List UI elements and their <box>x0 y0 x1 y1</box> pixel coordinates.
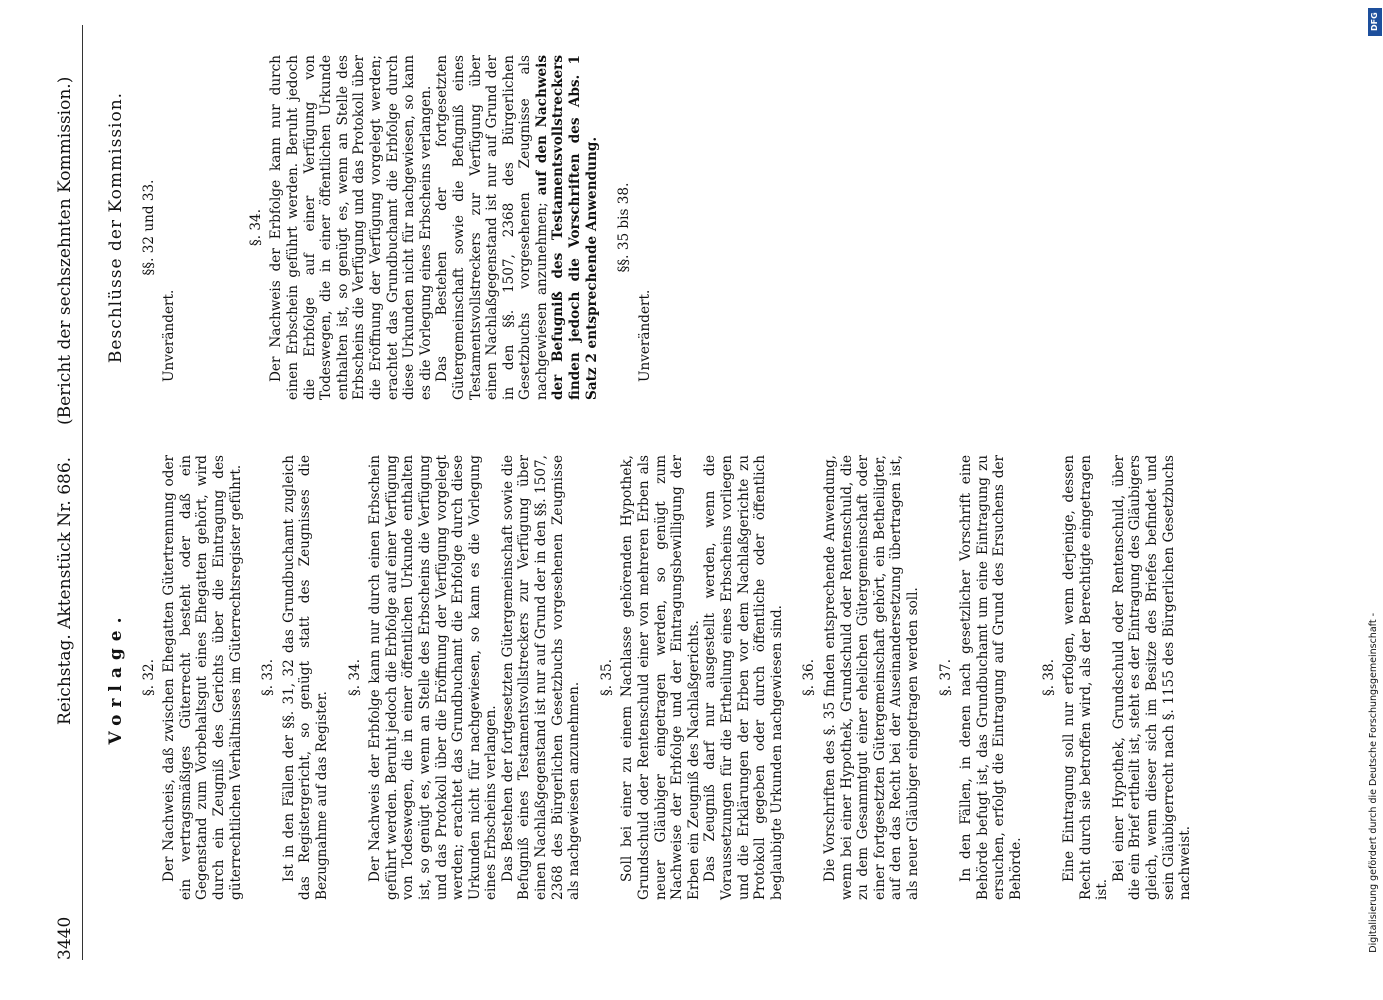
header-title: Reichstag. Aktenstück Nr. 686. <box>55 456 75 725</box>
paragraph: In den Fällen, in denen nach gesetzlicher Vorschrift eine Behörde befugt ist, das Grundbuchamt um eine Eintragung zu ersuchen, erfolgt die Eintragung auf Grund des Ersuchens der Behörde. <box>958 455 1024 900</box>
paragraph: Bei einer Hypothek, Grundschuld oder Rentenschuld, über die ein Brief ertheilt ist, steht es der Eintragung des Gläubigers gleich, wenn dieser sich im Besitze des Briefes befindet und sein Gläubigerrecht nach §. 1155 des Bürgerlichen Gesetzbuchs nachweist. <box>1110 455 1194 900</box>
unchanged-note: Unverändert. <box>636 289 653 382</box>
paragraph: Das Zeugniß darf nur ausgestellt werden, wenn die Voraussetzungen für die Ertheilung eines Erbscheins vorliegen und die Erklärungen der Erben vor dem Nachlaßgerichte zu Protokoll gegeben oder durch öffentliche oder öffentlich beglaubigte Urkunden nachgewiesen sind. <box>702 455 785 900</box>
header-rule <box>82 25 83 960</box>
section-title: §§. 32 und 33. <box>140 179 157 276</box>
section-title: §§. 35 bis 38. <box>616 182 633 273</box>
paragraph: Eine Eintragung soll nur erfolgen, wenn derjenige, dessen Recht durch sie betroffen wird, als der Berechtigte eingetragen ist. <box>1061 455 1111 900</box>
paragraph: Soll bei einer zu einem Nachlasse gehörenden Hypothek, Grundschuld oder Rentenschuld einer von mehreren Erben als neuer Gläubiger eingetragen werden, so genügt zum Nachweise der Erbfolge und der Eintragungsbewilligung der Erben ein Zeugniß des Nachlaßgerichts. <box>619 455 702 900</box>
dfg-sidebar <box>1368 8 1382 993</box>
left-column-vorlage <box>100 455 1194 900</box>
paragraph: Der Nachweis, daß zwischen Ehegatten Gütertrennung oder ein vertragsmäßiges Güterrecht besteht oder daß ein Gegenstand zum Vorbehaltsgut eines Ehegatten gehört, wird durch ein Zeugniß des Gerichts über die Eintragung des güterrechtlichen Verhältnisses im Güterrechtsregister geführt. <box>161 455 244 900</box>
paragraph: Das Bestehen der fortgesetzten Gütergemeinschaft sowie die Befugniß eines Testamentsvollstreckers zur Verfügung über einen Nachlaßgegenstand ist nur auf Grund der in den §§. 1507, 2368 des Bürgerlichen Gesetzbuchs vorgesehenen Zeugnisse als nachgewiesen anzunehmen. <box>499 455 583 900</box>
section-title: §. 33. <box>260 658 277 697</box>
paragraph: Der Nachweis der Erbfolge kann nur durch einen Erbschein geführt werden. Beruht jedoch die Erbfolge auf einer Verfügung von Todeswegen, die in einer öffentlichen Urkunde enthalten ist, so genügt es, wenn an Stelle des Erbscheins die Verfügung und das Protokoll über die Eröffnung der Verfügung vorgelegt werden; erachtet das Grundbuchamt die Erbfolge durch diese Urkunden nicht für nachgewiesen, so kann es die Vorlegung eines Erbscheins verlangen. <box>268 55 434 400</box>
section-title: §. 38. <box>1040 658 1057 697</box>
page-number: 3440 <box>55 916 75 960</box>
section-title: §. 35. <box>598 658 615 697</box>
section-title: §. 34. <box>247 208 264 247</box>
paragraph: Ist in den Fällen der §§. 31, 32 das Grundbuchamt zugleich das Registergericht, so genügt statt des Zeugnisses die Bezugnahme auf das Register. <box>280 455 330 900</box>
paragraph: Der Nachweis der Erbfolge kann nur durch einen Erbschein geführt werden. Beruht jedoch die Erbfolge auf einer Verfügung von Todeswegen, die in einer öffentlichen Urkunde enthalten ist, so genügt es, wenn an Stelle des Erbscheins die Verfügung und das Protokoll über die Eröffnung der Verfügung vorgelegt werden; erachtet das Grundbuchamt die Erbfolge durch diese Urkunden nicht für nachgewiesen, so kann es die Vorlegung eines Erbscheins verlangen. <box>367 455 500 900</box>
left-heading: Vorlage. <box>106 610 126 745</box>
right-column-beschluesse <box>100 55 653 400</box>
right-heading: Beschlüsse der Kommission. <box>106 91 126 364</box>
paragraph: Die Vorschriften des §. 35 finden entsprechende Anwendung, wenn bei einer Hypothek, Grundschuld oder Rentenschuld, die zu dem Gesammtgut einer ehelichen Gütergemeinschaft oder einer fortgesetzten Gütergemeinschaft gehört, ein Betheiligter, auf den das Recht bei der Auseinandersetzung übertragen ist, als neuer Gläubiger eingetragen werden soll. <box>821 455 921 900</box>
dfg-credit: Digitalisierung gefördert durch die Deutsche Forschungsgemeinschaft - <box>1368 613 1379 953</box>
section-title: §. 32. <box>140 658 157 697</box>
paragraph-bold-text: auf den Nachweis der Befugniß des Testamentsvollstreckers finden jedoch die Vorschriften des Abs. 1 Satz 2 entsprechende Anwendung. <box>533 54 600 400</box>
section-title: §. 37. <box>937 658 954 697</box>
section-title: §. 34. <box>346 658 363 697</box>
section-title: §. 36. <box>801 658 818 697</box>
paragraph <box>434 55 600 400</box>
header-subtitle: (Bericht der sechszehnten Kommission.) <box>55 76 75 425</box>
dfg-logo: DFG <box>1368 8 1382 36</box>
unchanged-note: Unverändert. <box>161 289 178 382</box>
paragraph-text: Das Bestehen der fortgesetzten Gütergemeinschaft sowie die Befugniß eines Testamentsvollstreckers zur Verfügung über einen Nachlaßgegenstand ist nur auf Grund der in den §§. 1507, 2368 des Bürgerlichen Gesetzbuchs vorgesehenen Zeugnisse als nachgewiesen anzunehmen; <box>434 55 550 400</box>
